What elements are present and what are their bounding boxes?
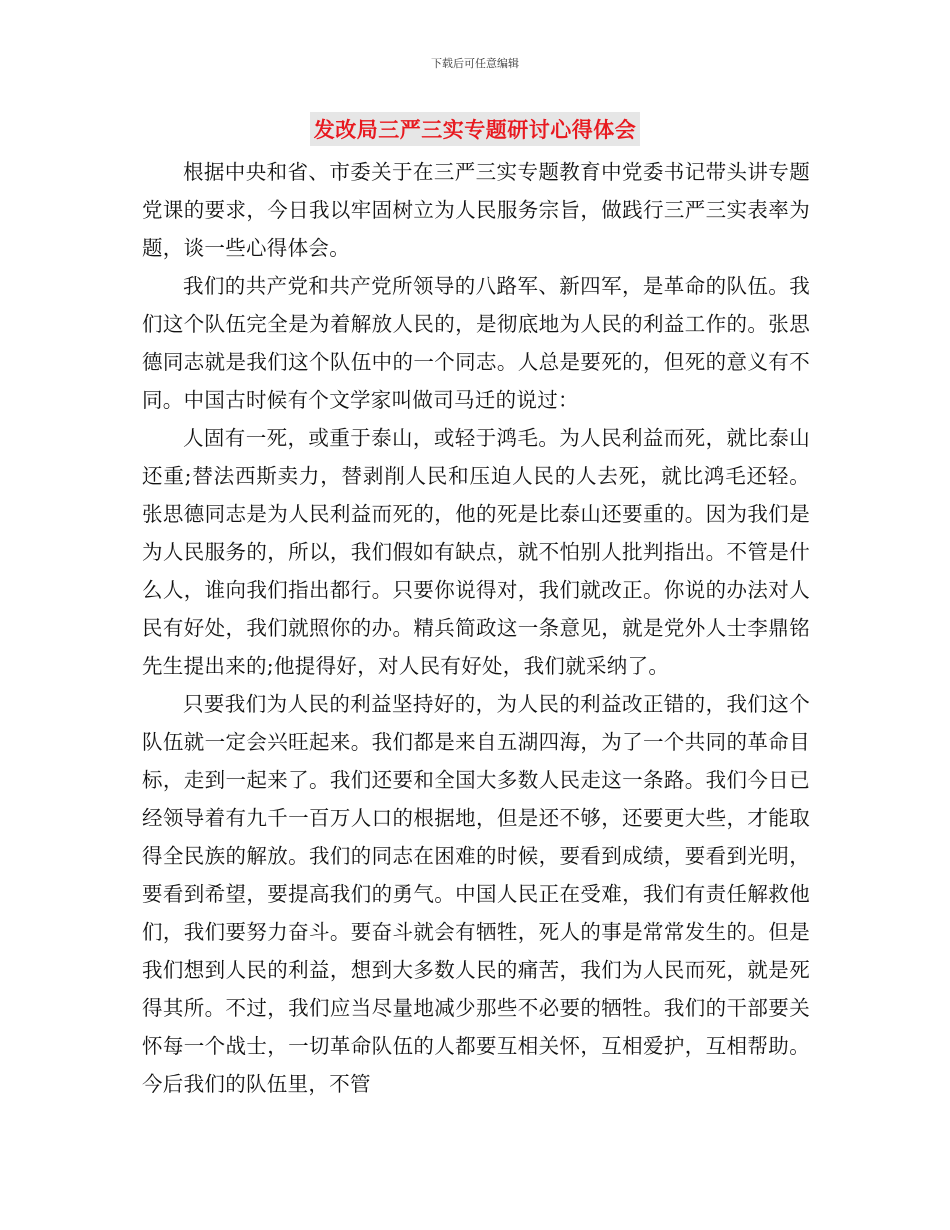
header-note: 下载后可任意编辑 [431, 57, 519, 70]
document-body [142, 153, 810, 1103]
document-title: 发改局三严三实专题研讨心得体会 [310, 112, 641, 146]
title-container [0, 112, 950, 146]
paragraph: 人固有一死，或重于泰山，或轻于鸿毛。为人民利益而死，就比泰山还重;替法西斯卖力，替剥削人民和压迫人民的人去死，就比鸿毛还轻。张思德同志是为人民利益而死的，他的死是比泰山还要重的。因为我们是为人民服务的，所以，我们假如有缺点，就不怕别人批判指出。不管是什么人，谁向我们指出都行。只要你说得对，我们就改正。你说的办法对人民有好处，我们就照你的办。精兵简政这一条意见，就是党外人士李鼎铭先生提出来的;他提得好，对人民有好处，我们就采纳了。 [142, 426, 810, 678]
paragraph: 我们的共产党和共产党所领导的八路军、新四军，是革命的队伍。我们这个队伍完全是为着解放人民的，是彻底地为人民的利益工作的。张思德同志就是我们这个队伍中的一个同志。人总是要死的，但死的意义有不同。中国古时候有个文学家叫做司马迁的说过： [142, 274, 810, 412]
paragraph: 根据中央和省、市委关于在三严三实专题教育中党委书记带头讲专题党课的要求，今日我以牢固树立为人民服务宗旨，做践行三严三实表率为题，谈一些心得体会。 [142, 160, 810, 260]
paragraph: 只要我们为人民的利益坚持好的，为人民的利益改正错的，我们这个队伍就一定会兴旺起来。我们都是来自五湖四海，为了一个共同的革命目标，走到一起来了。我们还要和全国大多数人民走这一条路。我们今日已经领导着有九千一百万人口的根据地，但是还不够，还要更大些，才能取得全民族的解放。我们的同志在困难的时候，要看到成绩，要看到光明，要看到希望，要提高我们的勇气。中国人民正在受难，我们有责任解救他们，我们要努力奋斗。要奋斗就会有牺牲，死人的事是常常发生的。但是我们想到人民的利益，想到大多数人民的痛苦，我们为人民而死，就是死得其所。不过，我们应当尽量地减少那些不必要的牺牲。我们的干部要关怀每一个战士，一切革命队伍的人都要互相关怀，互相爱护，互相帮助。今后我们的队伍里，不管 [142, 692, 810, 1096]
